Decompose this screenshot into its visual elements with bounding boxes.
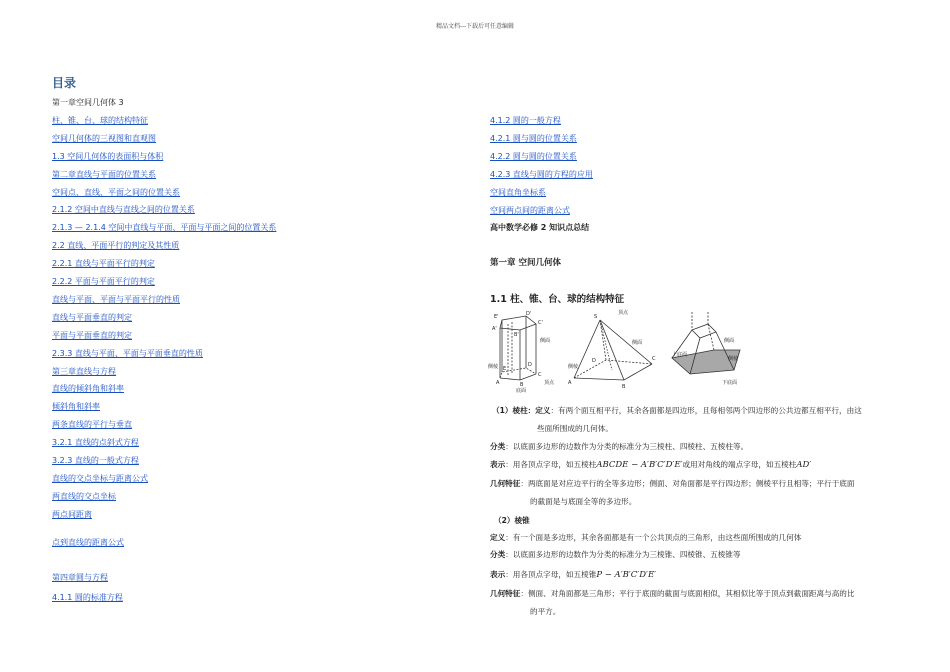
notation-label: 表示 [490,460,506,469]
prism-label: 侧面 [540,338,551,344]
prism-label: B' [514,332,519,338]
toc-link[interactable]: 3.2.3 直线的一般式方程 [52,456,139,465]
prism-classification-text: ：以底面多边形的边数作为分类的标准分为三棱柱、四棱柱、五棱柱等。 [505,442,749,451]
prism-notation-math: ABCDE − A′B′C′D′E′ [596,460,683,470]
toc-title: 目录 [52,76,77,90]
prism-label: A' [492,326,497,332]
pyramid-features-text: ：侧面、对角面都是三角形；平行于底面的截面与底面相似，其相似比等于顶点到截面距离与高的比 [520,589,855,598]
toc-link[interactable]: 点到直线的距离公式 [52,537,124,547]
toc-link[interactable]: 倾斜角和斜率 [52,402,100,412]
toc-link[interactable]: 2.2 直线、平面平行的判定及其性质 [52,241,180,251]
pyramid-classification-text: ：以底面多边形的边数作为分类的标准分为三棱锥、四棱锥、五棱锥等 [505,550,741,559]
prism-label: C [538,372,542,378]
toc-link[interactable]: 空间直角坐标系 [490,187,546,197]
prism-label: 侧棱 [488,364,499,370]
toc-entry: 第一章空间几何体 3 [52,98,124,107]
toc-link[interactable]: 3.2.1 直线的点斜式方程 [52,438,139,448]
toc-link[interactable]: 第四章圆与方程 [52,572,108,582]
pyramid-classification [490,549,741,560]
pyramid-features-cont: 的平方。 [530,607,561,616]
toc-entry: 高中数学必修 2 知识点总结 [490,223,590,233]
frustum-label: 上底面 [672,352,688,358]
toc-link[interactable]: 2.1.3 — 2.1.4 空间中直线与平面、平面与平面之间的位置关系 [52,223,277,233]
toc-link[interactable]: 直线与平面垂直的判定 [52,312,132,322]
prism-label: B [520,382,524,388]
prism-label: 底面 [516,388,527,394]
classification-label: 分类 [490,442,506,451]
prism-label: A [496,380,500,386]
prism-label: C' [538,320,543,326]
features-label: 几何特征 [490,479,521,488]
toc-link[interactable]: 两点间距离 [52,509,92,519]
toc-link[interactable]: 直线的倾斜角和斜率 [52,384,124,394]
classification-label: 分类 [490,550,506,559]
notation-label: 表示 [490,570,506,579]
prism-definition-cont: 些面所围成的几何体。 [537,424,613,433]
toc-link[interactable]: 2.2.2 平面与平面平行的判定 [52,277,155,286]
toc-link[interactable]: 4.2.2 圆与圆的位置关系 [490,151,577,161]
toc-link[interactable]: 第三章直线与方程 [52,366,116,376]
toc-link[interactable]: 两直线的交点坐标 [52,491,116,501]
toc-link[interactable]: 空间点、直线、平面之间的位置关系 [52,187,180,197]
pyramid-label: S [594,314,598,320]
pyramid-label: B [622,384,626,390]
toc-link[interactable]: 4.1.1 圆的标准方程 [52,592,123,602]
pyramid-heading: （2）棱锥 [494,516,530,525]
toc-link[interactable]: 4.2.3 直线与圆的方程的应用 [490,169,593,179]
toc-link[interactable]: 4.1.2 圆的一般方程 [490,116,561,125]
definition-label: 定义 [535,406,551,415]
prism-label: D [528,362,532,368]
pyramid-figure [566,310,666,390]
prism-label: 顶点 [544,380,555,386]
pyramid-features [490,588,855,599]
toc-link[interactable]: 空间几何体的三视图和直观图 [52,133,156,143]
toc-link[interactable]: 柱、锥、台、球的结构特征 [52,115,148,125]
frustum-figure [668,310,748,390]
prism-heading: （1）棱柱： [492,406,536,415]
pyramid-definition [490,532,801,543]
frustum-label: 侧面 [724,338,735,344]
pyramid-label: C [652,356,656,362]
frustum-label: 侧棱 [728,356,739,362]
prism-label: D' [526,311,532,317]
toc-link[interactable]: 2.2.1 直线与平面平行的判定 [52,259,155,269]
prism-diagonal-math: AD′ [796,460,812,470]
page-header: 精品文档---下载后可任意编辑 [435,23,515,30]
toc-link[interactable]: 2.3.3 直线与平面、平面与平面垂直的性质 [52,348,203,358]
prism-figure [488,310,568,394]
prism-label: E [503,366,507,372]
pyramid-notation-text: ：用各顶点字母，如五棱锥 [505,570,597,579]
features-label: 几何特征 [490,589,521,598]
toc-link[interactable]: 直线与平面、平面与平面平行的性质 [52,294,180,304]
pyramid-label: 侧棱 [568,364,579,370]
pyramid-label: 侧面 [632,340,643,346]
toc-link[interactable]: 平面与平面垂直的判定 [52,330,132,340]
toc-link[interactable]: 两条直线的平行与垂直 [52,420,132,430]
pyramid-notation [490,569,656,580]
definition-label: 定义 [490,533,506,542]
pyramid-label: A [568,380,572,386]
toc-link[interactable]: 直线的交点坐标与距离公式 [52,473,148,483]
frustum-label: 下底面 [722,380,738,386]
toc-link[interactable]: 空间两点间的距离公式 [490,205,570,215]
prism-features [490,478,855,489]
toc-link[interactable]: 1.3 空间几何体的表面积与体积 [52,151,164,161]
toc-link[interactable]: 2.1.2 空间中直线与直线之间的位置关系 [52,205,195,215]
prism-classification [490,441,748,452]
pyramid-label: D [592,358,596,364]
pyramid-notation-math: P − A′B′C′D′E′ [596,570,657,580]
section-title: 1.1 柱、锥、台、球的结构特征 [490,294,625,305]
pyramid-label: 顶点 [618,310,629,316]
prism-notation-text-b: 或用对角线的端点字母，如五棱柱 [682,460,797,469]
prism-definition-text: ：有两个面互相平行，其余各面都是四边形，且每相邻两个四边形的公共边都互相平行，由这 [550,406,862,415]
toc-link[interactable]: 4.2.1 圆与圆的位置关系 [490,133,577,143]
prism-label: E' [494,314,499,320]
prism-features-text: ：两底面是对应边平行的全等多边形；侧面、对角面都是平行四边形；侧棱平行且相等；平行于底面 [520,479,855,488]
toc-link[interactable]: 第二章直线与平面的位置关系 [52,169,156,179]
prism-definition [492,405,862,416]
prism-features-cont: 的截面是与底面全等的多边形。 [530,497,637,506]
chapter-title: 第一章 空间几何体 [490,258,561,268]
prism-notation-text: ：用各顶点字母，如五棱柱 [505,460,597,469]
prism-notation [490,459,811,470]
pyramid-definition-text: ：有一个面是多边形，其余各面都是有一个公共顶点的三角形，由这些面所围成的几何体 [505,533,802,542]
